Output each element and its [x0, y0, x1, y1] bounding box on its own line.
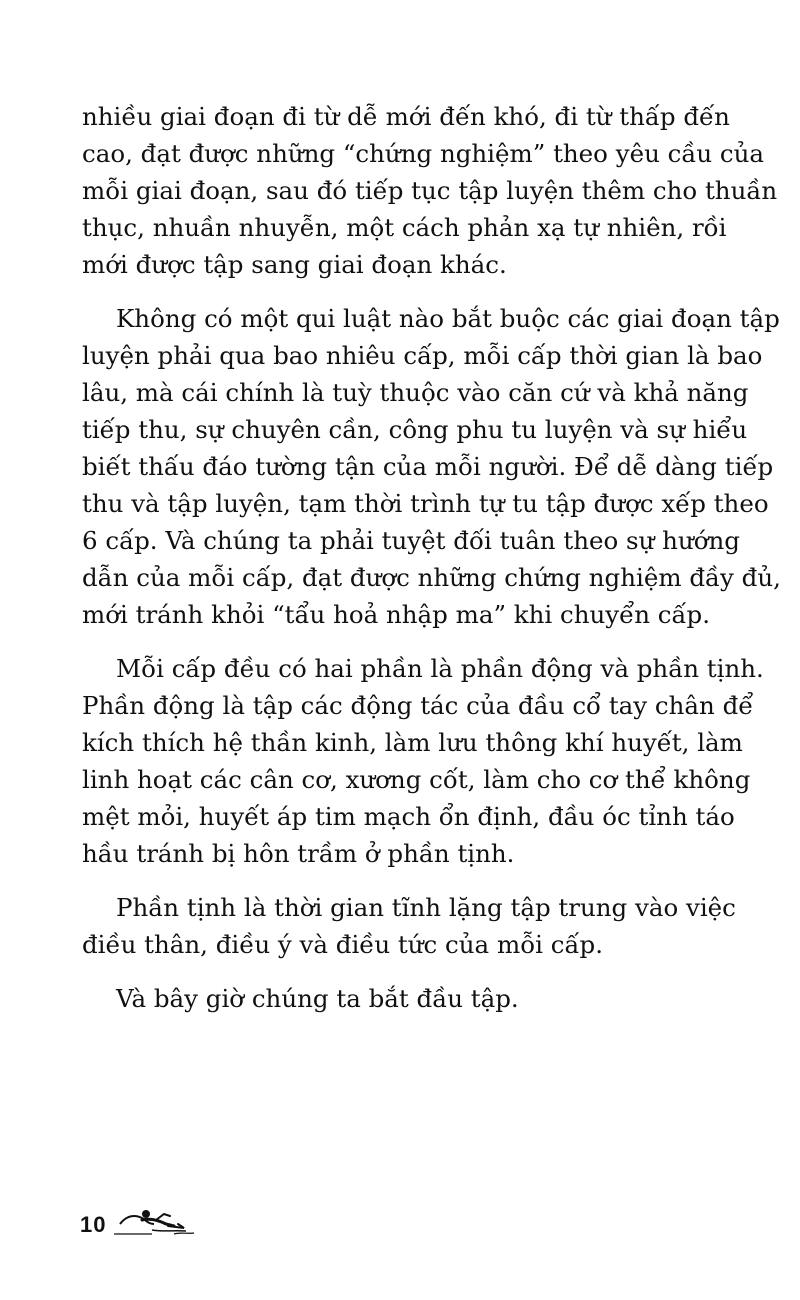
text-line: Mỗi cấp đều có hai phần là phần động và phần tịnh.: [116, 654, 764, 683]
text-line: mỗi giai đoạn, sau đó tiếp tục tập luyện thêm cho thuần: [82, 176, 778, 205]
text-line: luyện phải qua bao nhiêu cấp, mỗi cấp thời gian là bao: [82, 341, 763, 370]
paragraph-5: [82, 980, 718, 1017]
text-line: mệt mỏi, huyết áp tim mạch ổn định, đầu óc tỉnh táo: [82, 802, 735, 831]
text-line: linh hoạt các cân cơ, xương cốt, làm cho cơ thể không: [82, 765, 751, 794]
paragraph-4: [82, 889, 736, 963]
text-line: Phần tịnh là thời gian tĩnh lặng tập trung vào việc: [116, 893, 736, 922]
text-line: tiếp thu, sự chuyên cần, công phu tu luyện và sự hiểu: [82, 415, 748, 444]
text-line: lâu, mà cái chính là tuỳ thuộc vào căn cứ và khả năng: [82, 378, 749, 407]
text-line: Phần động là tập các động tác của đầu cổ tay chân để: [82, 691, 754, 720]
text-line: hầu tránh bị hôn trầm ở phần tịnh.: [82, 839, 515, 868]
text-line: Và bây giờ chúng ta bắt đầu tập.: [116, 984, 519, 1013]
page-footer: [80, 1198, 202, 1238]
text-line: kích thích hệ thần kinh, làm lưu thông khí huyết, làm: [82, 728, 743, 757]
text-line: dẫn của mỗi cấp, đạt được những chứng nghiệm đầy đủ,: [82, 563, 781, 592]
page-number: 10: [80, 1212, 107, 1237]
paragraph-2: [82, 300, 781, 633]
text-line: biết thấu đáo tường tận của mỗi người. Để dễ dàng tiếp: [82, 452, 774, 481]
paragraph-3: [82, 650, 764, 872]
text-line: cao, đạt được những “chứng nghiệm” theo yêu cầu của: [82, 139, 765, 168]
page-body: [82, 98, 781, 1034]
text-line: điều thân, điều ý và điều tức của mỗi cấp.: [82, 930, 604, 959]
text-line: Không có một qui luật nào bắt buộc các giai đoạn tập: [116, 304, 780, 333]
text-line: thục, nhuần nhuyễn, một cách phản xạ tự nhiên, rồi: [82, 213, 727, 242]
text-line: 6 cấp. Và chúng ta phải tuyệt đối tuân theo sự hướng: [82, 526, 740, 555]
text-line: mới được tập sang giai đoạn khác.: [82, 250, 507, 279]
paragraph-1: [82, 98, 778, 283]
swimmer-icon: [112, 1198, 202, 1238]
text-line: mới tránh khỏi “tẩu hoả nhập ma” khi chuyển cấp.: [82, 600, 710, 629]
text-line: thu và tập luyện, tạm thời trình tự tu tập được xếp theo: [82, 489, 769, 518]
text-line: nhiều giai đoạn đi từ dễ mới đến khó, đi từ thấp đến: [82, 102, 730, 131]
